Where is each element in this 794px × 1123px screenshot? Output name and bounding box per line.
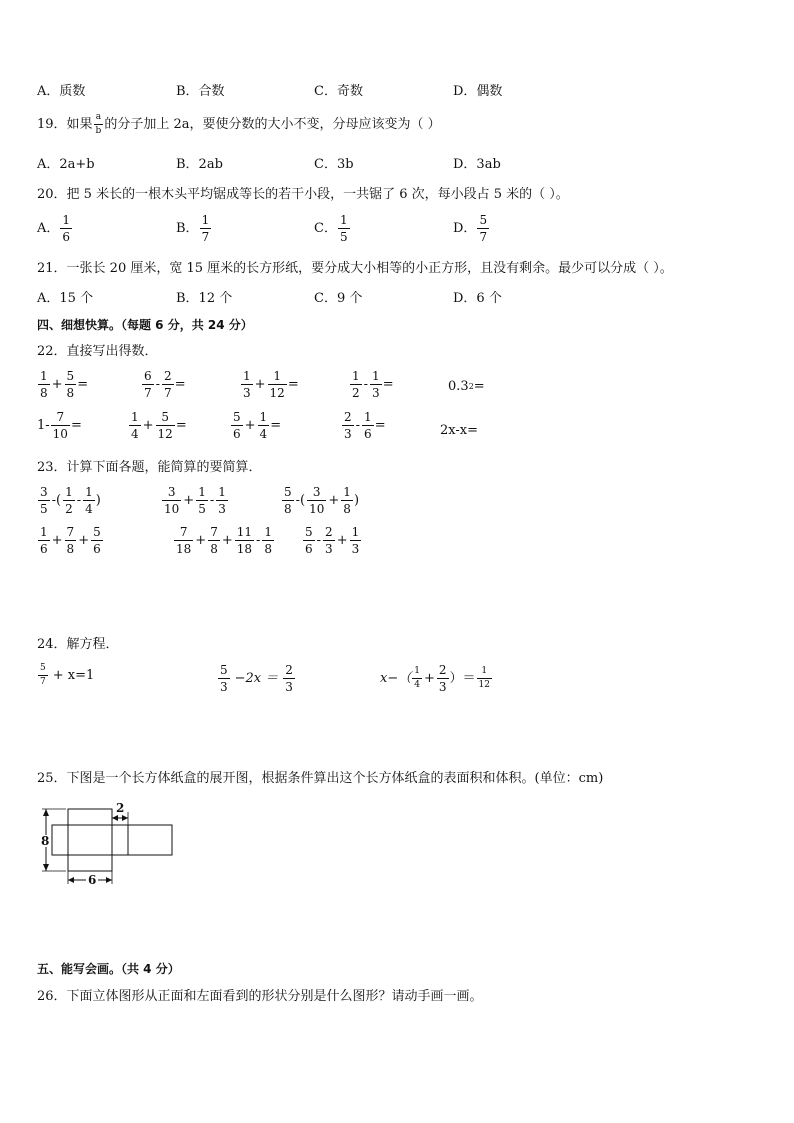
- section-4-heading: 四、细想快算。（每题 6 分，共 24 分）: [37, 318, 253, 332]
- q23-expr-2: $\frac{3}{10}$ + $\frac{1}{5}$ - $\frac{1}{3}$: [164, 485, 226, 516]
- q24-equation-1: $\frac{5}{7}$ + x=1: [40, 663, 95, 687]
- q18-option-c: C．奇数: [314, 84, 363, 99]
- q23-expr-3: $\frac{5}{8}$ -( $\frac{3}{10}$ + $\frac{1}{8}$ ): [284, 485, 360, 516]
- q25-dim-top: 2: [116, 801, 125, 815]
- q24-equation-2: $\frac{5}{3}$ −2x ＝ $\frac{2}{3}$: [220, 663, 293, 694]
- question-22: 22．直接写出得数．: [37, 344, 158, 359]
- q23-expr-4: $\frac{1}{6}$ + $\frac{7}{8}$ + $\frac{5}{6}$: [40, 525, 101, 556]
- q18-option-d: D．偶数: [453, 84, 503, 99]
- q22-expr-8: $\frac{5}{6}$ + $\frac{1}{4}$ =: [233, 410, 282, 441]
- q21-option-d: D．6 个: [453, 291, 502, 306]
- q18-option-a: A．质数: [37, 84, 86, 99]
- q22-expr-3: $\frac{1}{3}$ + $\frac{1}{12}$ =: [243, 369, 299, 400]
- q20-option-a: A． $\frac{1}{6}$: [37, 213, 71, 244]
- q24-equation-3: x−（ $\frac{1}{4}$ + $\frac{2}{3}$ ）＝ $\frac{1}{12}$: [380, 663, 490, 694]
- question-19: 19．如果 $\frac{a}{b}$ 的分子加上 2a，要使分数的大小不变，分母应该变为（ ）: [37, 112, 441, 136]
- question-24: 24．解方程．: [37, 637, 119, 652]
- q22-expr-7: $\frac{1}{4}$ + $\frac{5}{12}$ =: [131, 410, 187, 441]
- q22-expr-4: $\frac{1}{2}$ - $\frac{1}{3}$ =: [352, 369, 394, 400]
- q19-option-b: B．2ab: [176, 157, 223, 172]
- question-26: 26．下面立体图形从正面和左面看到的形状分别是什么图形？请动手画一画。: [37, 989, 483, 1004]
- q23-expr-5: $\frac{7}{18}$ + $\frac{7}{8}$ + $\frac{11}{18}$ - $\frac{1}{8}$: [176, 525, 273, 556]
- q25-dim-left: 8: [41, 834, 50, 848]
- section-5-heading: 五、能写会画。（共 4 分）: [37, 962, 180, 976]
- q19-option-c: C．3b: [314, 157, 354, 172]
- q22-expr-10: 2x-x=: [440, 423, 478, 438]
- q20-option-b: B． $\frac{1}{7}$: [176, 213, 210, 244]
- q22-expr-2: $\frac{6}{7}$ - $\frac{2}{7}$ =: [144, 369, 186, 400]
- question-20: 20．把 5 米长的一根木头平均锯成等长的若干小段，一共锯了 6 次，每小段占 5 米的（ ）。: [37, 187, 569, 202]
- q22-expr-6: 1- $\frac{7}{10}$ =: [37, 410, 82, 441]
- q19-option-d: D．3ab: [453, 157, 501, 172]
- q18-option-b: B．合数: [176, 84, 225, 99]
- q20-option-d: D． $\frac{5}{7}$: [453, 213, 488, 244]
- question-21: 21．一张长 20 厘米，宽 15 厘米的长方形纸，要分成大小相等的小正方形，且没有剩余。最少可以分成（ ）。: [37, 261, 673, 276]
- q20-option-c: C． $\frac{1}{5}$: [314, 213, 348, 244]
- q22-expr-9: $\frac{2}{3}$ - $\frac{1}{6}$ =: [344, 410, 386, 441]
- question-25: 25．下图是一个长方体纸盒的展开图，根据条件算出这个长方体纸盒的表面积和体积。(单位：cm): [37, 771, 604, 786]
- q21-option-b: B．12 个: [176, 291, 233, 306]
- question-23: 23．计算下面各题，能简算的要简算．: [37, 460, 262, 475]
- q21-option-a: A．15 个: [37, 291, 94, 306]
- q22-expr-1: $\frac{1}{8}$ + $\frac{5}{8}$ =: [40, 369, 89, 400]
- q22-expr-5: 0.3 2 =: [448, 379, 485, 394]
- q19-option-a: A．2a+b: [37, 157, 95, 172]
- q23-expr-1: $\frac{3}{5}$ -( $\frac{1}{2}$ - $\frac{1}{4}$ ): [40, 485, 101, 516]
- q19-fraction: $\frac{a}{b}$: [95, 112, 102, 136]
- q21-option-c: C．9 个: [314, 291, 363, 306]
- q23-expr-6: $\frac{5}{6}$ - $\frac{2}{3}$ + $\frac{1}{3}$: [305, 525, 360, 556]
- q25-dim-bottom: 6: [88, 873, 97, 887]
